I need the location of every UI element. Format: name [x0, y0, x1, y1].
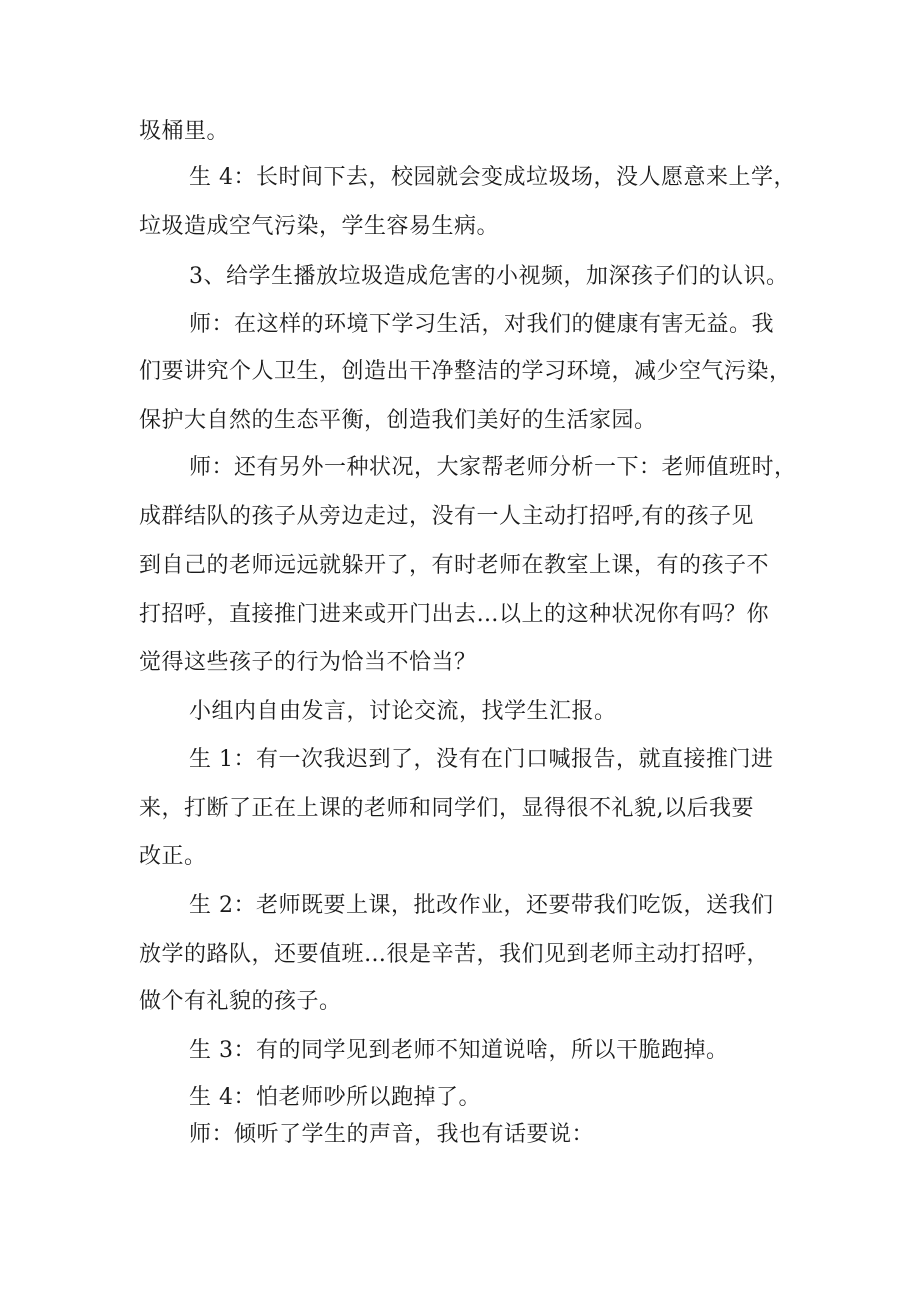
text-line: 做个有礼貌的孩子。	[139, 989, 342, 1014]
text-line: 生 4：长时间下去，校园就会变成垃圾场，没人愿意来上学，	[189, 165, 796, 190]
text-line: 生 2：老师既要上课，批改作业，还要带我们吃饭，送我们	[189, 893, 774, 918]
text-line: 师：还有另外一种状况，大家帮老师分析一下：老师值班时，	[189, 455, 797, 480]
text-line: 到自己的老师远远就躲开了，有时老师在教室上课，有的孩子不	[139, 553, 770, 578]
text-line: 小组内自由发言，讨论交流，找学生汇报。	[189, 699, 617, 724]
text-line: 觉得这些孩子的行为恰当不恰当？	[139, 650, 477, 675]
text-line: 放学的路队，还要值班…很是辛苦，我们见到老师主动打招呼，	[139, 942, 770, 967]
text-line: 们要讲究个人卫生，创造出干净整洁的学习环境，减少空气污染，	[139, 359, 792, 384]
text-line: 改正。	[139, 844, 207, 869]
text-line: 垃圾造成空气污染，学生容易生病。	[139, 214, 500, 239]
text-line: 3、给学生播放垃圾造成危害的小视频，加深孩子们的认识。	[189, 264, 789, 289]
text-line: 圾桶里。	[139, 119, 230, 144]
text-line: 生 1：有一次我迟到了，没有在门口喊报告，就直接推门进	[189, 747, 774, 772]
text-line: 保护大自然的生态平衡，创造我们美好的生活家园。	[139, 408, 657, 433]
text-line: 生 3：有的同学见到老师不知道说啥，所以干脆跑掉。	[189, 1038, 729, 1063]
text-line: 师：在这样的环境下学习生活，对我们的健康有害无益。我	[189, 312, 775, 337]
text-line: 师：倾听了学生的声音，我也有话要说：	[189, 1122, 595, 1147]
text-line: 生 4：怕老师吵所以跑掉了。	[189, 1085, 481, 1110]
text-line: 来，打断了正在上课的老师和同学们，显得很不礼貌,以后我要	[139, 796, 754, 821]
text-line: 打招呼，直接推门进来或开门出去…以上的这种状况你有吗？你	[139, 602, 770, 627]
text-line: 成群结队的孩子从旁边走过，没有一人主动打招呼,有的孩子见	[139, 504, 754, 529]
